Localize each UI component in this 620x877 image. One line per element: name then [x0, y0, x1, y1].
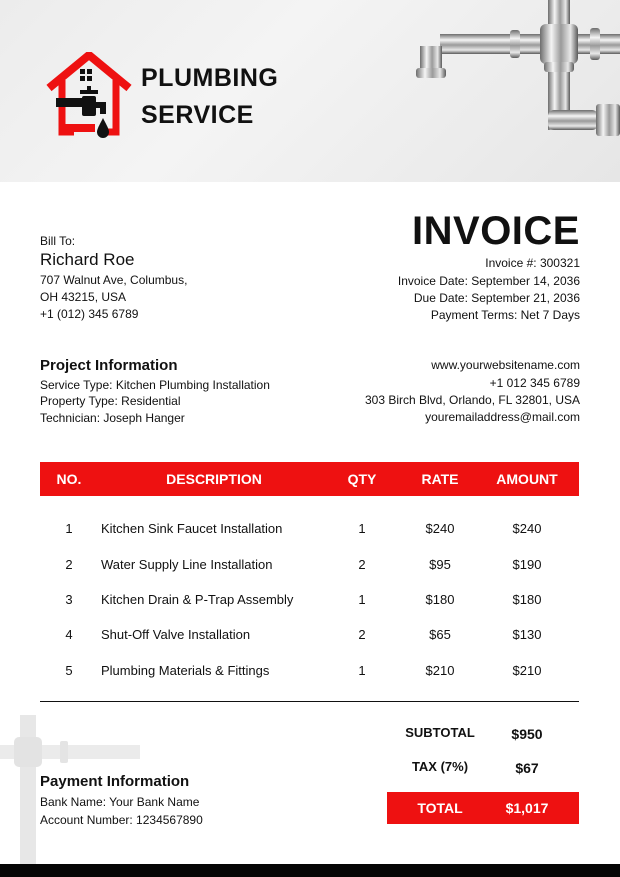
row-rate: $95: [429, 557, 451, 572]
account-number: Account Number: 1234567890: [40, 813, 203, 827]
header-rate: RATE: [421, 471, 459, 487]
footer-bar: [0, 864, 620, 877]
row-no: 4: [65, 627, 73, 642]
table-row: [40, 557, 579, 577]
header-amount: AMOUNT: [496, 471, 558, 487]
row-description: Plumbing Materials & Fittings: [101, 663, 270, 678]
tax-label: TAX (7%): [411, 759, 469, 774]
header-no: NO.: [56, 471, 82, 487]
client-phone: +1 (012) 345 6789: [40, 307, 139, 321]
table-row: [40, 592, 579, 612]
project-info-title: Project Information: [40, 357, 178, 374]
subtotal-label: SUBTOTAL: [405, 725, 475, 740]
table-row: [40, 663, 579, 683]
row-amount: $130: [512, 627, 542, 642]
property-type: Property Type: Residential: [40, 394, 181, 408]
total-box: [387, 792, 579, 824]
subtotal-value: $950: [511, 726, 543, 742]
total-value: $1,017: [505, 800, 549, 816]
tax-value: $67: [515, 760, 539, 776]
payment-info-title: Payment Information: [40, 773, 190, 790]
technician: Technician: Joseph Hanger: [40, 411, 185, 425]
row-amount: $190: [512, 557, 542, 572]
row-qty: 1: [358, 521, 366, 536]
row-no: 5: [65, 663, 73, 678]
row-rate: $180: [425, 592, 455, 607]
house-faucet-icon: [44, 52, 134, 138]
total-label: TOTAL: [417, 800, 463, 816]
row-description: Water Supply Line Installation: [101, 557, 273, 572]
row-qty: 1: [358, 663, 366, 678]
header-qty: QTY: [347, 471, 377, 487]
client-address-line1: 707 Walnut Ave, Columbus,: [40, 273, 188, 287]
invoice-date: Invoice Date: September 14, 2036: [397, 274, 580, 288]
row-description: Shut-Off Valve Installation: [101, 627, 251, 642]
row-description: Kitchen Drain & P-Trap Assembly: [101, 592, 294, 607]
payment-terms: Payment Terms: Net 7 Days: [430, 308, 580, 322]
header-banner: [0, 0, 620, 182]
row-rate: $240: [425, 521, 455, 536]
company-email: youremailaddress@mail.com: [425, 410, 580, 424]
row-no: 3: [65, 592, 73, 607]
row-rate: $65: [429, 627, 451, 642]
pipes-watermark: [0, 715, 140, 865]
row-no: 2: [65, 557, 73, 572]
bank-name: Bank Name: Your Bank Name: [40, 795, 200, 809]
row-amount: $180: [512, 592, 542, 607]
row-amount: $240: [512, 521, 542, 536]
row-qty: 2: [358, 557, 366, 572]
company-address: 303 Birch Blvd, Orlando, FL 32801, USA: [364, 393, 580, 407]
invoice-number: Invoice #: 300321: [485, 256, 580, 270]
client-name: Richard Roe: [40, 250, 135, 269]
row-no: 1: [65, 521, 73, 536]
table-row: [40, 627, 579, 647]
row-qty: 1: [358, 592, 366, 607]
service-type: Service Type: Kitchen Plumbing Installation: [40, 378, 270, 392]
table-divider: [40, 701, 579, 702]
brand-name: PLUMBING SERVICE: [141, 64, 279, 129]
bill-to-label: Bill To:: [40, 234, 76, 248]
header-description: DESCRIPTION: [166, 471, 262, 487]
pipes-illustration: [410, 0, 620, 160]
invoice-title: INVOICE: [412, 209, 580, 253]
row-rate: $210: [425, 663, 455, 678]
brand: [44, 52, 304, 142]
row-qty: 2: [358, 627, 366, 642]
table-row: [40, 521, 579, 541]
due-date: Due Date: September 21, 2036: [413, 291, 580, 305]
company-phone: +1 012 345 6789: [489, 376, 580, 390]
row-description: Kitchen Sink Faucet Installation: [101, 521, 283, 536]
client-address-line2: OH 43215, USA: [40, 290, 127, 304]
row-amount: $210: [512, 663, 542, 678]
table-header: [40, 462, 579, 496]
company-website: www.yourwebsitename.com: [431, 358, 580, 372]
